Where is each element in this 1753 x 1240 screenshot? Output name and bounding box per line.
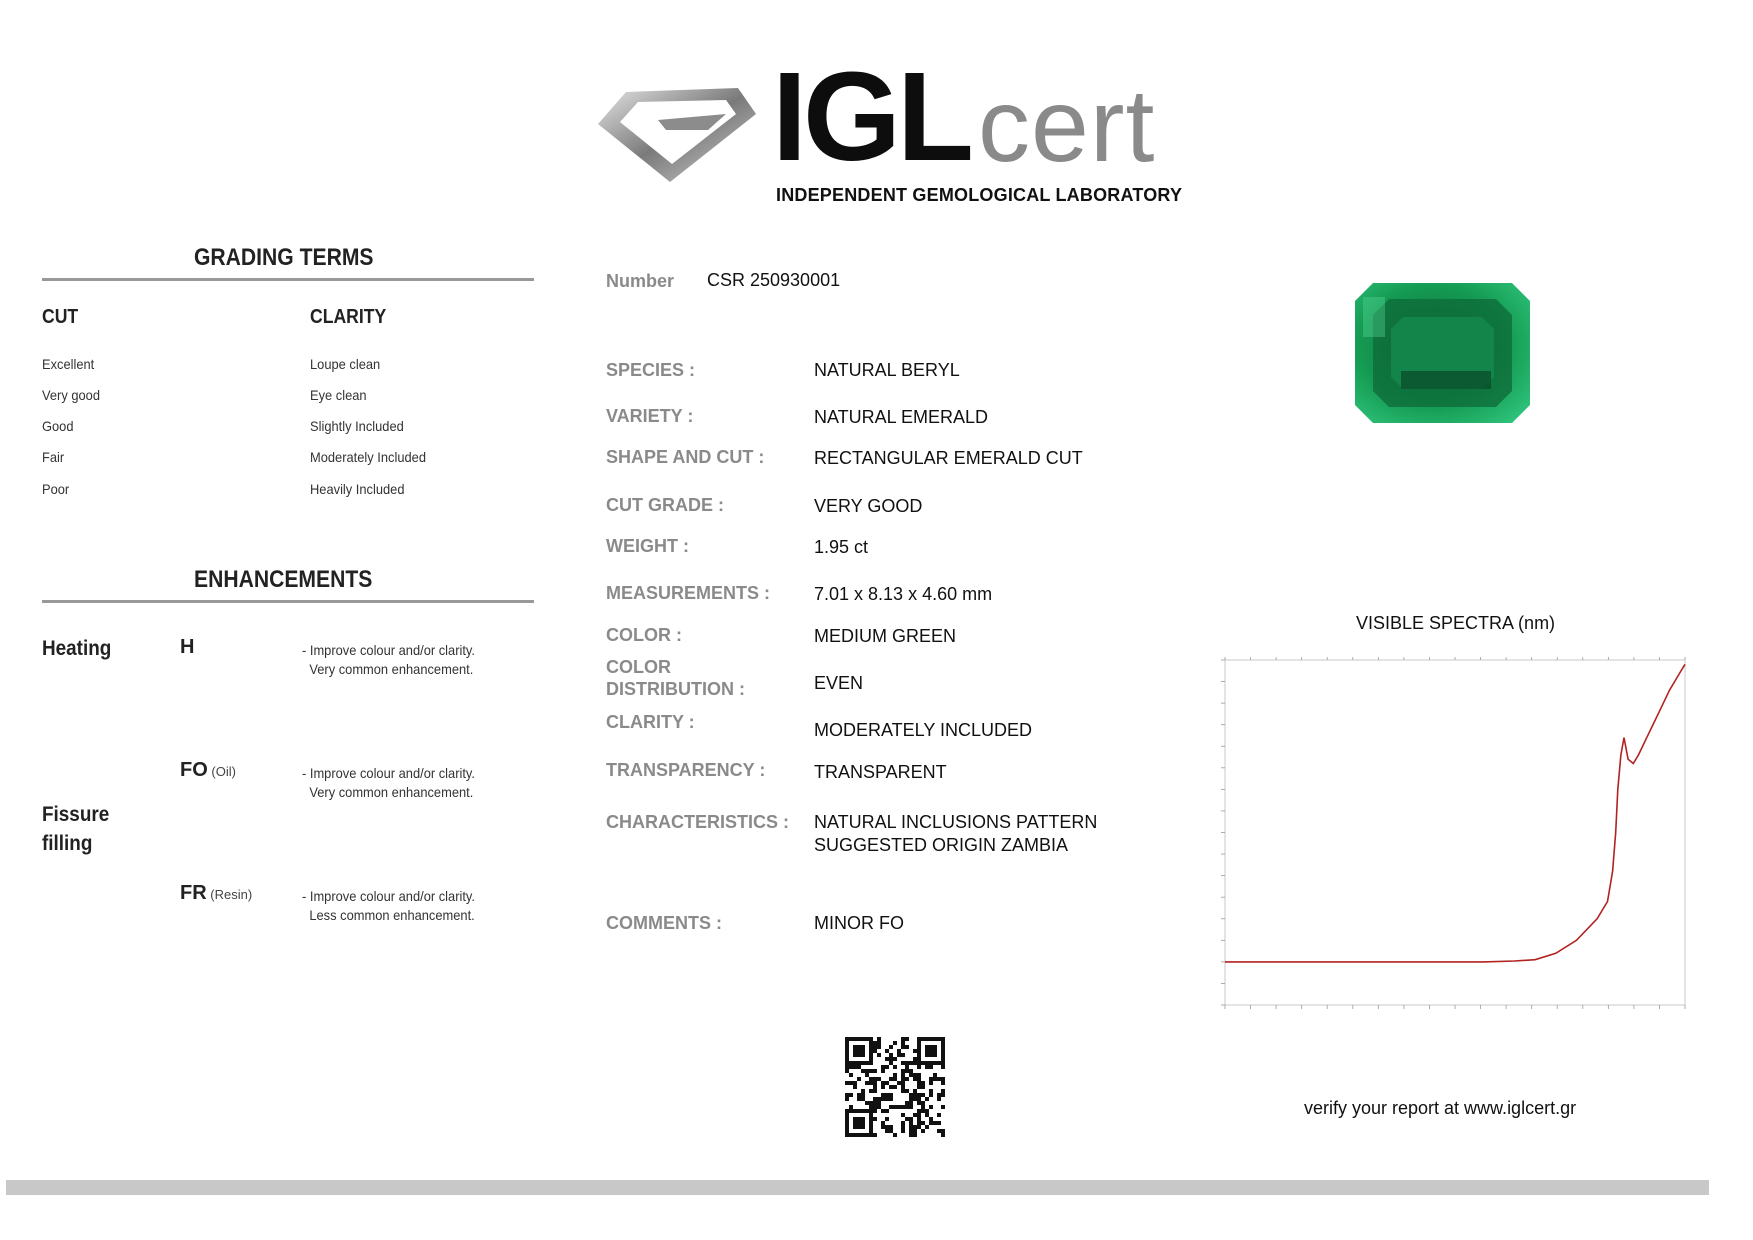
report-number-value: CSR 250930001 (707, 270, 841, 290)
clarity-heading: CLARITY (310, 306, 387, 328)
enhancement-desc-line: - Improve colour and/or clarity. (302, 642, 475, 658)
cut-term: Fair (42, 449, 65, 465)
weight-label: WEIGHT : (606, 536, 689, 556)
enhancement-desc-line: Very common enhancement. (309, 661, 474, 677)
enhancements-title: ENHANCEMENTS (194, 566, 373, 593)
verify-report-text: verify your report at www.iglcert.gr (1304, 1098, 1577, 1118)
clarity-term: Heavily Included (310, 481, 405, 497)
enhancements-divider (42, 600, 534, 603)
footer-bar (6, 1180, 1709, 1195)
color-distribution-label (606, 656, 745, 700)
cut-term: Good (42, 418, 74, 434)
enhancement-code-h: H (180, 636, 195, 658)
cut-grade-value: VERY GOOD (814, 496, 923, 516)
measurements-value: 7.01 x 8.13 x 4.60 mm (814, 584, 993, 604)
transparency-label: TRANSPARENCY : (606, 760, 766, 780)
measurements-label: MEASUREMENTS : (606, 583, 771, 603)
color-label: COLOR : (606, 625, 682, 645)
color-distribution-label-line2: DISTRIBUTION : (606, 679, 745, 699)
cut-term: Poor (42, 481, 70, 497)
transparency-value: TRANSPARENT (814, 762, 947, 782)
color-value: MEDIUM GREEN (814, 626, 957, 646)
cut-term: Excellent (42, 356, 95, 372)
weight-value: 1.95 ct (814, 537, 869, 557)
enhancement-code-fr: FR (Resin) (180, 882, 253, 904)
emerald-gem-image (1355, 283, 1530, 423)
fissure-filling-label-line2: filling (42, 832, 93, 855)
variety-label: VARIETY : (606, 406, 694, 426)
enhancement-code-fo: FO (Oil) (180, 759, 236, 781)
color-distribution-value: EVEN (814, 673, 864, 693)
enhancement-desc-fr (302, 887, 475, 925)
spectra-title: VISIBLE SPECTRA (nm) (1356, 613, 1556, 633)
enhancement-desc-line: - Improve colour and/or clarity. (302, 888, 475, 904)
heating-label: Heating (42, 637, 112, 660)
enhancement-desc-line: - Improve colour and/or clarity. (302, 765, 475, 781)
cut-heading: CUT (42, 306, 79, 328)
clarity-value: MODERATELY INCLUDED (814, 720, 1033, 740)
species-label: SPECIES : (606, 360, 696, 380)
grading-terms-divider (42, 278, 534, 281)
comments-label: COMMENTS : (606, 913, 722, 933)
variety-value: NATURAL EMERALD (814, 407, 989, 427)
color-distribution-label-line1: COLOR (606, 657, 671, 677)
logo-wordmark-cert: cert (978, 68, 1156, 184)
clarity-term: Loupe clean (310, 356, 381, 372)
clarity-label: CLARITY : (606, 712, 695, 732)
lab-subtitle: INDEPENDENT GEMOLOGICAL LABORATORY (776, 185, 1183, 205)
clarity-term: Moderately Included (310, 449, 426, 465)
characteristics-value (814, 811, 1097, 857)
cut-term: Very good (42, 387, 101, 403)
fissure-filling-label-line1: Fissure (42, 803, 110, 826)
enhancement-desc-h (302, 641, 475, 679)
comments-value: MINOR FO (814, 913, 904, 933)
shape-cut-value: RECTANGULAR EMERALD CUT (814, 448, 1083, 468)
species-value: NATURAL BERYL (814, 360, 960, 380)
characteristics-line1: NATURAL INCLUSIONS PATTERN (814, 812, 1098, 832)
clarity-term: Eye clean (310, 387, 367, 403)
qr-code[interactable] (845, 1037, 945, 1137)
enhancement-desc-fo (302, 764, 475, 802)
spectra-chart (1200, 650, 1690, 1030)
grading-terms-title: GRADING TERMS (194, 244, 374, 271)
shape-cut-label: SHAPE AND CUT : (606, 447, 765, 467)
igl-diamond-logo-icon (598, 84, 756, 182)
clarity-term: Slightly Included (310, 418, 404, 434)
report-number-label: Number (606, 271, 675, 291)
characteristics-label: CHARACTERISTICS : (606, 812, 789, 832)
logo-wordmark-igl: IGL (772, 46, 970, 187)
enhancement-desc-line: Very common enhancement. (309, 784, 474, 800)
characteristics-line2: SUGGESTED ORIGIN ZAMBIA (814, 835, 1069, 855)
cut-grade-label: CUT GRADE : (606, 495, 724, 515)
enhancement-desc-line: Less common enhancement. (309, 907, 475, 923)
